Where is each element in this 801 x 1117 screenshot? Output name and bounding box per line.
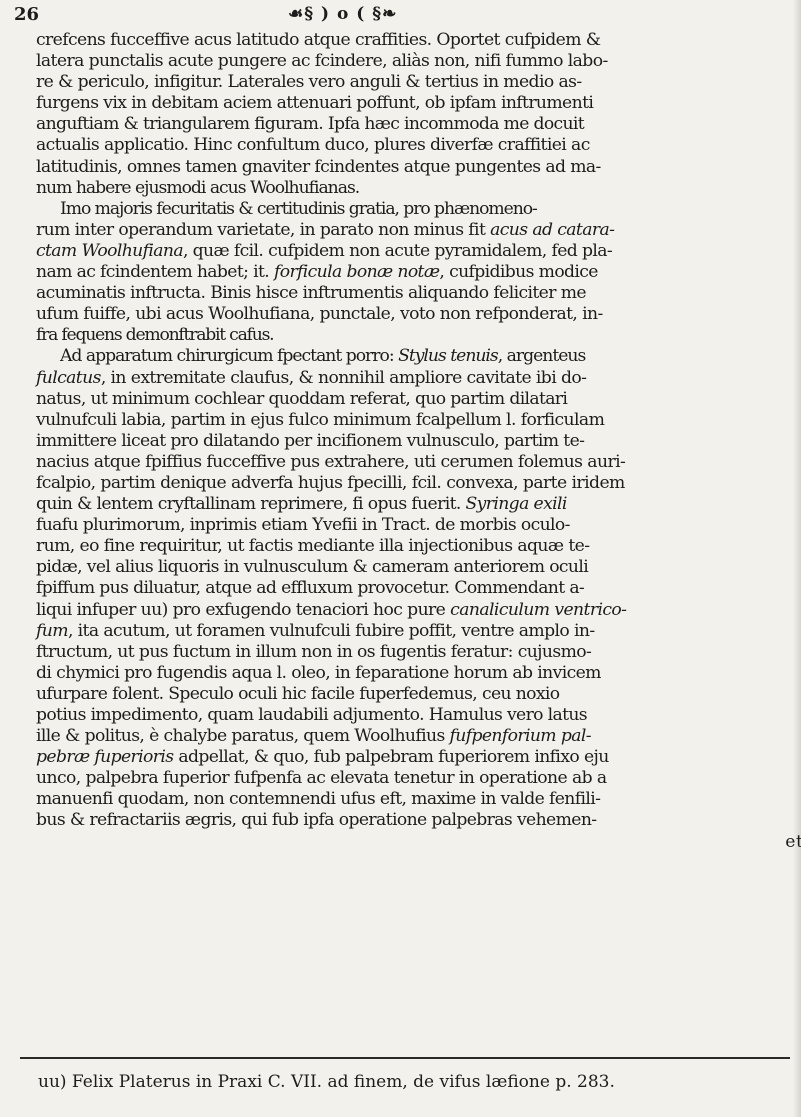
text-line: ctam Woolhufiana, quæ fcil. cufpidem non acute pyramidalem, fed pla-	[36, 240, 613, 261]
text-line: nacius atque fpiffius fucceffive pus extrahere, uti cerumen folemus auri-	[36, 451, 626, 472]
italic-term: fum	[36, 620, 68, 641]
text-line: rum, eo fine requiritur, ut factis mediante illa injectionibus aquæ te-	[36, 536, 590, 557]
italic-term: fufpenforium pal-	[449, 726, 591, 747]
text-line: anguftiam & triangularem figuram. Ipfa hæc incommoda me docuit	[36, 114, 585, 135]
text-line: nam ac fcindentem habet; it. forficula bonæ notæ, cufpidibus modice	[36, 262, 598, 283]
text-line: fcalpio, partim denique adverfa hujus fpecilli, fcil. convexa, parte iridem	[36, 472, 625, 493]
text-line: immittere liceat pro dilatando per incifionem vulnusculo, partim te-	[36, 430, 585, 451]
italic-term: canaliculum ventrico-	[450, 599, 627, 620]
footnote-divider	[20, 1057, 790, 1059]
text-line: num habere ejusmodi acus Woolhufianas.	[36, 177, 360, 198]
text-line: bus & refractariis ægris, qui fub ipfa operatione palpebras vehemen-	[36, 810, 597, 831]
text-line: ufurpare folent. Speculo oculi hic facile fuperfedemus, ceu noxio	[36, 683, 560, 704]
text-line: ille & politus, è chalybe paratus, quem Woolhufius fufpenforium pal-	[36, 726, 591, 747]
body-text	[36, 30, 801, 853]
text-line: latitudinis, omnes tamen gnaviter fcindentes atque pungentes ad ma-	[36, 156, 601, 177]
text-line: fuafu plurimorum, inprimis etiam Yvefii in Tract. de morbis oculo-	[36, 515, 570, 536]
text-line: rum inter operandum varietate, in parato non minus fit acus ad catara-	[36, 219, 615, 240]
text-line: fum, ita acutum, ut foramen vulnufculi fubire poffit, ventre amplo in-	[36, 620, 595, 641]
text-line: furgens vix in debitam aciem attenuari poffunt, ob ipfam inftrumenti	[36, 93, 594, 114]
text-line: Imo majoris fecuritatis & certitudinis gratia, pro phænomeno-	[60, 198, 537, 219]
text-line: crefcens fucceffive acus latitudo atque craffities. Oportet cufpidem &	[36, 30, 601, 50]
text-line: Ad apparatum chirurgicum fpectant porro: Stylus tenuis, argenteus	[60, 346, 586, 367]
italic-term: pebræ fuperioris	[36, 747, 174, 768]
text-line: unco, palpebra fuperior fufpenfa ac elevata tenetur in operatione ab a	[36, 768, 607, 789]
text-line: vulnufculi labia, partim in ejus fulco minimum fcalpellum l. forficulam	[36, 409, 605, 430]
italic-term: acus ad catara-	[490, 219, 615, 240]
text-line: manuenfi quodam, non contemnendi ufus eft, maxime in valde fenfili-	[36, 789, 601, 810]
text-line: quin & lentem cryftallinam reprimere, fi opus fuerit. Syringa exili	[36, 494, 567, 515]
italic-term: forficula bonæ notæ	[274, 262, 440, 283]
text-line: ufum fuiffe, ubi acus Woolhufiana, punctale, voto non refponderat, in-	[36, 304, 603, 325]
text-line: fulcatus, in extremitate claufus, & nonnihil ampliore cavitate ibi do-	[36, 367, 587, 388]
page-edge-shadow	[793, 0, 801, 1117]
text-line: actualis applicatio. Hinc confultum duco, plures diverfæ craffitiei ac	[36, 135, 590, 156]
page-header	[14, 2, 794, 32]
text-line: di chymici pro fugendis aqua l. oleo, in feparatione horum ab invicem	[36, 662, 601, 683]
text-line: fpiffum pus diluatur, atque ad effluxum provocetur. Commendant a-	[36, 578, 585, 599]
italic-term: Stylus tenuis	[398, 346, 498, 367]
italic-term: ctam Woolhufiana	[36, 240, 183, 261]
text-line: acuminatis inftructa. Binis hisce inftrumentis aliquando feliciter me	[36, 283, 586, 304]
text-line: re & periculo, infigitur. Laterales vero anguli & tertius in medio as-	[36, 72, 582, 93]
footnote: uu) Felix Platerus in Praxi C. VII. ad finem, de vifus læfione p. 283.	[38, 1072, 615, 1092]
page-number: 26	[14, 4, 40, 25]
text-line: fra fequens demonftrabit cafus.	[36, 325, 274, 346]
text-line: natus, ut minimum cochlear quoddam referat, quo partim dilatari	[36, 388, 568, 409]
text-line	[36, 832, 801, 853]
italic-term: Syringa exili	[465, 494, 567, 515]
text-line: ftructum, ut pus fuctum in illum non in os fugentis feratur: cujusmo-	[36, 641, 592, 662]
text-line: latera punctalis acute pungere ac fcindere, aliàs non, nifi fummo labo-	[36, 51, 608, 72]
header-ornament: ☙§ ) o ( §❧	[288, 4, 398, 24]
italic-term: fulcatus	[36, 367, 101, 388]
text-line: liqui infuper uu) pro exfugendo tenaciori hoc pure canaliculum ventrico-	[36, 599, 627, 620]
text-line: pidæ, vel alius liquoris in vulnusculum & cameram anteriorem oculi	[36, 557, 589, 578]
text-line: pebræ fuperioris adpellat, & quo, fub palpebram fuperiorem infixo eju	[36, 747, 609, 768]
text-line: potius impedimento, quam laudabili adjumento. Hamulus vero latus	[36, 705, 587, 725]
